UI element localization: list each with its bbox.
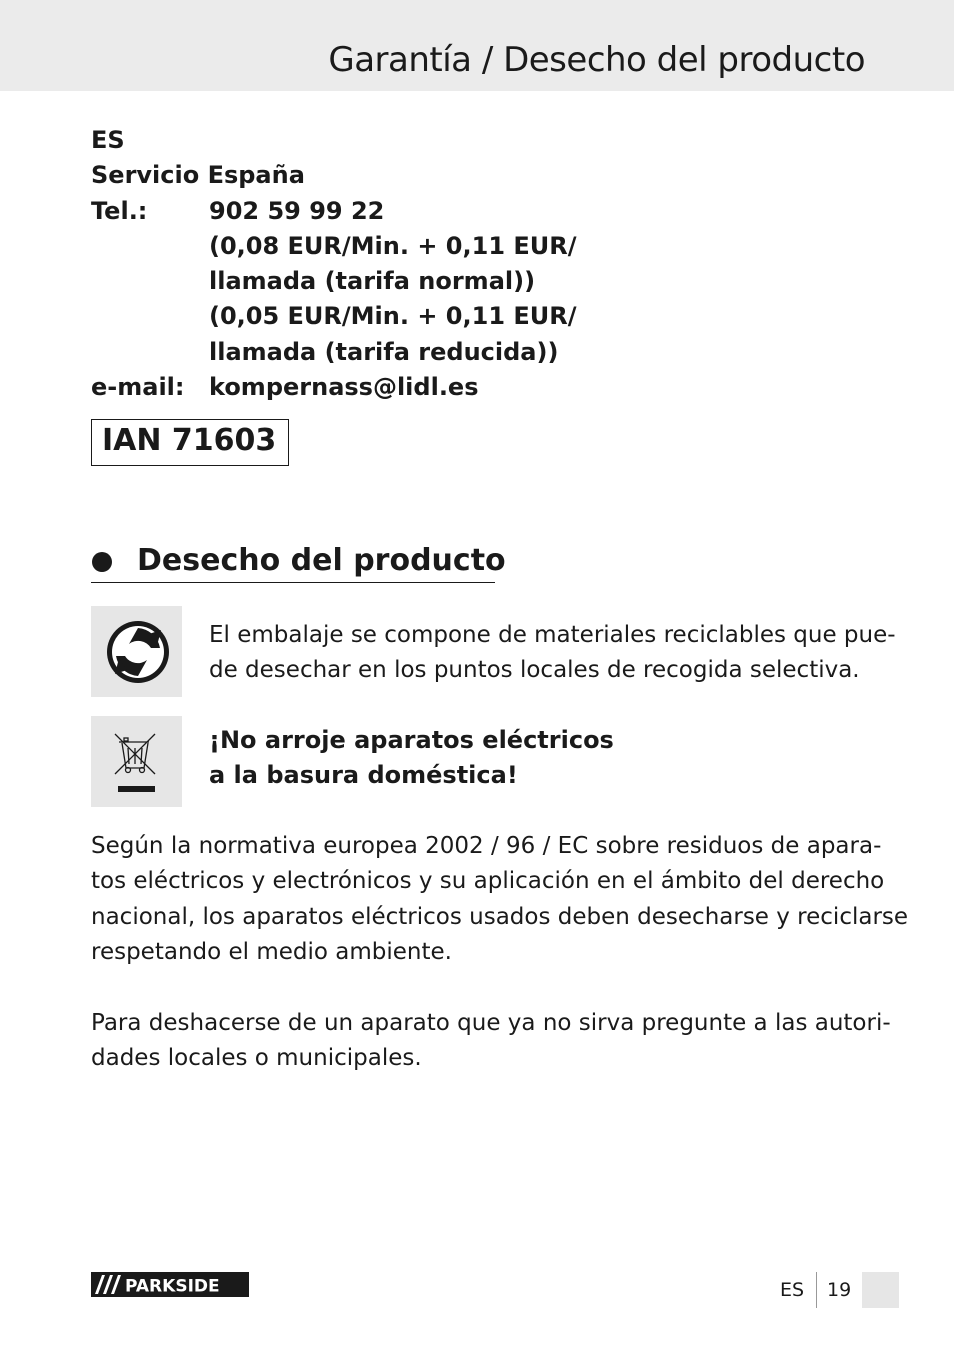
email-address: kompernass@lidl.es (209, 373, 479, 402)
ian-box (91, 419, 289, 466)
country-code: ES (91, 126, 125, 154)
warning-text (209, 723, 614, 794)
footer-divider (816, 1272, 817, 1308)
page-title: Garantía / Desecho del producto (328, 40, 865, 80)
text-line: ¡No arroje aparatos eléctricos (209, 726, 614, 754)
section-heading: Desecho del producto (137, 543, 506, 578)
section-bullet-icon (92, 552, 112, 572)
text-line: dades locales o municipales. (91, 1045, 422, 1072)
ian-number: IAN 71603 (102, 423, 277, 458)
section-underline (91, 582, 495, 583)
packaging-text (209, 618, 896, 689)
rate-line: (0,05 EUR/Min. + 0,11 EUR/ (209, 302, 577, 331)
crossed-out-wheelie-bin-icon (91, 716, 182, 807)
page-number: 19 (827, 1279, 852, 1301)
disposal-paragraph (91, 1006, 891, 1077)
footer-tab (862, 1272, 899, 1308)
text-line: tos eléctricos y electrónicos y su aplicación en el ámbito del derecho (91, 868, 885, 895)
footer-language: ES (780, 1279, 805, 1301)
rate-line: (0,08 EUR/Min. + 0,11 EUR/ (209, 231, 577, 260)
text-line: Según la normativa europea 2002 / 96 / EC sobre residuos de apara- (91, 833, 882, 859)
phone-label: Tel.: (91, 196, 148, 225)
green-dot-recycling-icon (91, 606, 182, 697)
email-label: e-mail: (91, 373, 185, 402)
parkside-logo (91, 1272, 251, 1302)
text-line: a la basura doméstica! (209, 761, 518, 790)
text-line: Para deshacerse de un aparato que ya no sirva pregunte a las autori- (91, 1010, 891, 1036)
text-line: nacional, los aparatos eléctricos usados deben desecharse y reciclarse (91, 903, 909, 930)
rate-line: llamada (tarifa reducida)) (209, 337, 559, 366)
text-line: El embalaje se compone de materiales reciclables que pue- (209, 622, 896, 648)
service-name: Servicio España (91, 161, 305, 190)
text-line: respetando el medio ambiente. (91, 938, 452, 965)
text-line: de desechar en los puntos locales de recogida selectiva. (209, 657, 860, 684)
rate-line: llamada (tarifa normal)) (209, 267, 536, 296)
regulation-paragraph (91, 829, 909, 970)
brand-name: PARKSIDE (125, 1276, 220, 1297)
phone-number: 902 59 99 22 (209, 196, 385, 225)
